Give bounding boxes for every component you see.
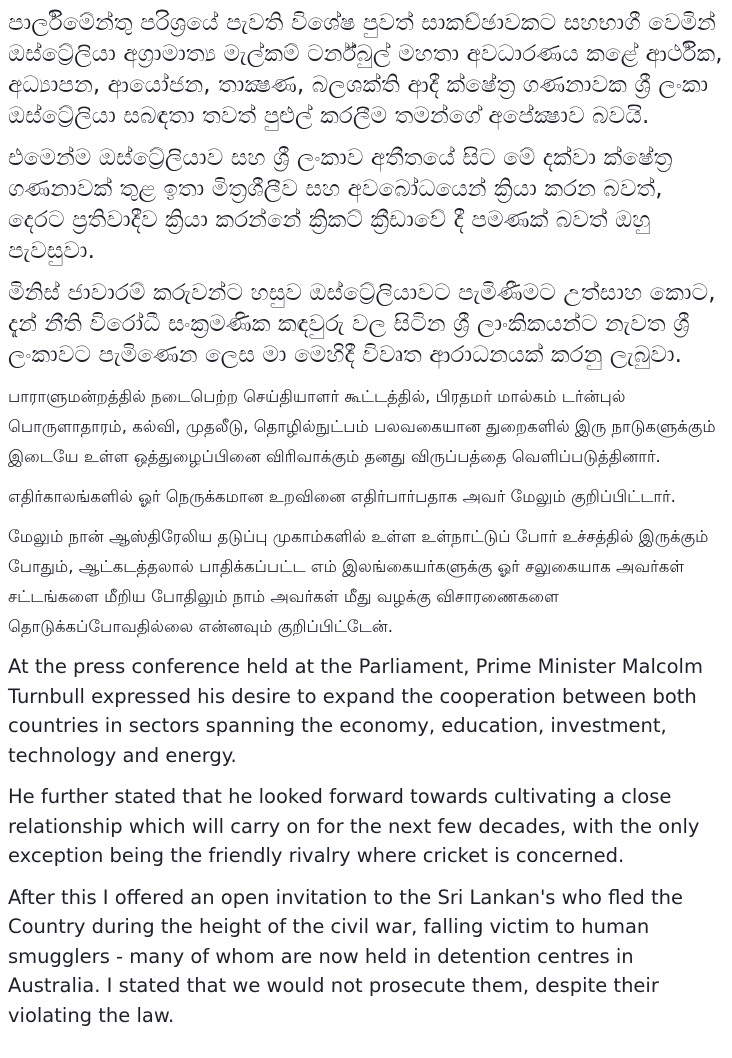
english-paragraph-2: He further stated that he looked forward towards cultivating a close relationship which will carry on for the next few decades, with the only exception being the friendly rivalry where cricket is concerned. xyxy=(8,785,700,867)
sinhala-paragraph-1: පාර්ලිමේන්තු පරිශ්‍රයේ පැවති විශේෂ පුවත් සාකච්ඡාවකට සහභාගී වෙමින් ඔස්ට්‍රේලියා අග්‍රාමාත්‍ය මැල්කම් ටර්න්බුල් මහතා අවධාරණය කළේ ආර්ථික, අධ්‍යාපන, ආයෝජන, තාක්‍ෂණ, බලශක්ති ආදී ක්ෂේත්‍ර ගණනාවක ශ්‍රී ලංකා ඔස්ට්‍රේලියා සබඳතා තවත් පුළුල් කරලීම තමන්ගේ අපේක්‍ෂාව බවයි. xyxy=(8,10,723,129)
english-paragraph-3: After this I offered an open invitation to the Sri Lankan's who fled the Country during the height of the civil war, falling victim to human smugglers - many of whom are now held in detention centres in Australia. I stated that we would not prosecute them, despite their violating the law. xyxy=(8,885,683,1027)
sinhala-paragraph-3: මිනිස් ජාවාරම් කරුවන්ට හසුව ඔස්ට්‍රේලියාවට පැමිණීමට උත්සාහ කොට, දැන් නීති විරෝධී සංක්‍රමණික කඳවුරු වල සිටින ශ්‍රී ලාංකිකයන්ට නැවත ශ්‍රී ලංකාවට පැමිණෙන ලෙස මා මෙහිදී විවෘත ආරාධනයක් කරනු ලැබුවා. xyxy=(8,280,716,368)
tamil-paragraph-2: எதிர்காலங்களில் ஓர் நெருக்கமான உறவினை எதிர்பார்பதாக அவர் மேலும் குறிப்பிட்டார். xyxy=(8,487,676,506)
sinhala-paragraph-2: එමෙන්ම ඔස්ට්‍රේලියාව සහ ශ්‍රී ලංකාව අතීතයේ සිට මේ දක්වා ක්ෂේත්‍ර ගණනාවක් තුළ ඉතා මිත්‍රශීලීව සහ අවබෝධයෙන් ක්‍රියා කරන බවත්, දෙරට ප්‍රතිවාදීව ක්‍රියා කරන්නේ ක්‍රිකට් ක්‍රීඩාවේ දී පමණක් බවත් ඔහු පැවසුවා. xyxy=(8,145,673,264)
tamil-paragraph-1: பாராளுமன்றத்தில் நடைபெற்ற செய்தியாளர் கூட்டத்தில், பிரதமர் மால்கம் டர்ன்புல் பொருளாதாரம், கல்வி, முதலீடு, தொழில்நுட்பம் பலவகையான துறைகளில் இரு நாடுகளுக்கும் இடையே உள்ள ஒத்துழைப்பினை விரிவாக்கும் தனது விருப்பத்தை வெளிப்படுத்தினார். xyxy=(8,387,716,466)
english-paragraph-1: At the press conference held at the Parliament, Prime Minister Malcolm Turnbull expressed his desire to expand the cooperation between both countries in sectors spanning the economy, education, investment, technology and energy. xyxy=(8,655,703,767)
tamil-paragraph-3: மேலும் நான் ஆஸ்திரேலிய தடுப்பு முகாம்களில் உள்ள உள்நாட்டுப் போர் உச்சத்தில் இருக்கும் போதும், ஆட்கடத்தலால் பாதிக்கப்பட்ட எம் இலங்கையர்களுக்கு ஓர் சலுகையாக அவர்கள் சட்டங்களை மீறிய போதிலும் நாம் அவர்கள் மீது வழக்கு விசாரணைகளை தொடுக்கப்போவதில்லை என்னவும் குறிப்பிட்டேன். xyxy=(8,527,709,636)
